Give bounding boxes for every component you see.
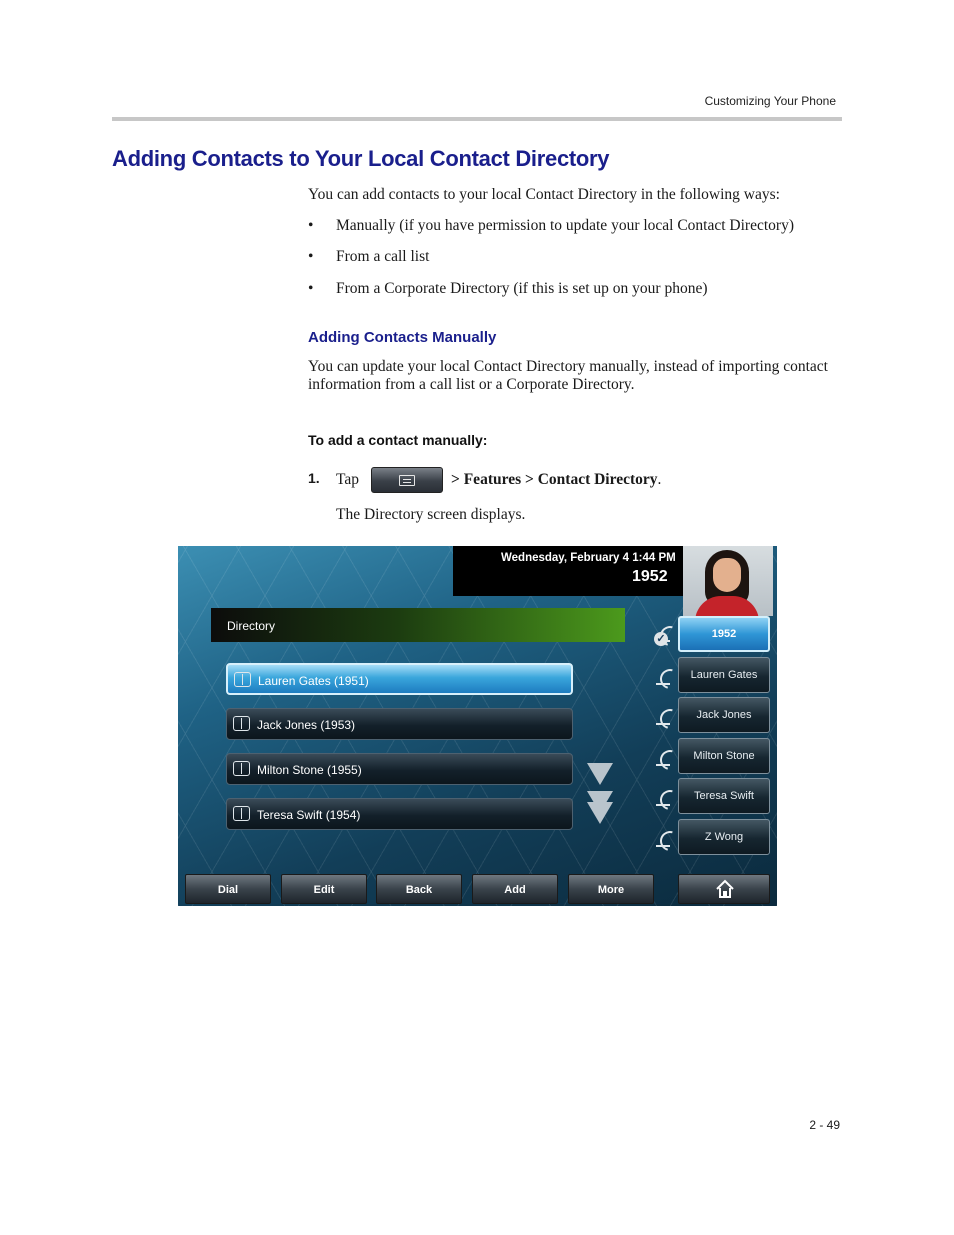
step-result: The Directory screen displays.: [336, 506, 526, 523]
directory-entry[interactable]: [226, 708, 573, 740]
softkey-edit[interactable]: [281, 874, 367, 904]
bullet-dot: •: [308, 217, 314, 234]
entry-name: Jack Jones (1953): [257, 718, 356, 732]
directory-entry[interactable]: [226, 663, 573, 695]
line-key[interactable]: [678, 738, 770, 774]
softkey-more[interactable]: [568, 874, 654, 904]
line-key[interactable]: [678, 657, 770, 693]
date-time: Wednesday, February 4 1:44 PM: [501, 552, 676, 564]
entry-name: Milton Stone (1955): [257, 763, 362, 777]
softkey-label: More: [597, 884, 625, 896]
book-icon: [233, 761, 250, 776]
handset-icon: [656, 788, 680, 810]
handset-icon: [656, 748, 680, 770]
line-key-label: Lauren Gates: [690, 669, 758, 681]
book-icon: [233, 806, 250, 821]
path-contact-directory: Contact Directory: [537, 471, 658, 488]
book-icon: [233, 716, 250, 731]
softkey-back[interactable]: [376, 874, 462, 904]
line-key[interactable]: [678, 819, 770, 855]
user-photo: [683, 546, 773, 616]
handset-icon: [656, 707, 680, 729]
screen-title: Directory: [227, 619, 276, 633]
menu-icon: [399, 475, 415, 486]
path-separator: >: [451, 471, 460, 488]
path-separator: >: [525, 471, 534, 488]
line-key-label: 1952: [711, 628, 737, 640]
bullet-text: From a Corporate Directory (if this is set up on your phone): [336, 280, 708, 297]
bullet-text: Manually (if you have permission to update your local Contact Directory): [336, 217, 794, 234]
menu-button-image: [371, 467, 443, 493]
book-icon: [234, 672, 251, 687]
handset-icon: [656, 829, 680, 851]
page-down-icon[interactable]: [587, 802, 613, 824]
extension-number: 1952: [632, 568, 668, 585]
softkey-label: Dial: [217, 884, 239, 896]
header-rule: [112, 117, 842, 121]
photo-body: [695, 596, 759, 616]
line-key-label: Teresa Swift: [694, 790, 754, 802]
directory-entry[interactable]: [226, 753, 573, 785]
line-key-label: Jack Jones: [696, 709, 752, 721]
bullet-text: From a call list: [336, 248, 430, 265]
subsection-heading: Adding Contacts Manually: [308, 329, 497, 346]
handset-registered-icon: ✓: [656, 624, 680, 646]
page-number: 2 - 49: [809, 1118, 840, 1132]
step-number: 1.: [308, 470, 320, 486]
procedure-title: To add a contact manually:: [308, 432, 488, 448]
directory-entry[interactable]: [226, 798, 573, 830]
screen-title-bar: [211, 608, 625, 642]
subsection-paragraph: You can update your local Contact Directory manually, instead of importing contact information from a call list or a Corporate Directory.: [308, 358, 828, 393]
path-period: .: [657, 471, 662, 488]
step-menu-path: [451, 471, 661, 489]
softkey-label: Edit: [313, 884, 335, 896]
line-key[interactable]: [678, 778, 770, 814]
softkey-dial[interactable]: [185, 874, 271, 904]
line-key[interactable]: [678, 697, 770, 733]
photo-face: [713, 558, 741, 592]
line-key[interactable]: [678, 616, 770, 652]
path-features: Features: [463, 471, 522, 488]
line-key-label: Milton Stone: [693, 750, 755, 762]
running-header: Customizing Your Phone: [704, 94, 836, 108]
intro-paragraph: You can add contacts to your local Contact Directory in the following ways:: [308, 186, 780, 203]
bullet-dot: •: [308, 280, 314, 297]
entry-name: Lauren Gates (1951): [258, 674, 369, 688]
phone-directory-screenshot: [178, 546, 777, 906]
softkey-label: Add: [504, 884, 526, 896]
section-heading: Adding Contacts to Your Local Contact Directory: [112, 146, 610, 171]
softkey-add[interactable]: [472, 874, 558, 904]
home-icon: [715, 879, 735, 899]
handset-icon: [656, 667, 680, 689]
softkey-label: Back: [405, 884, 433, 896]
entry-name: Teresa Swift (1954): [257, 808, 361, 822]
softkey-home[interactable]: [678, 874, 770, 904]
step-tap-text: Tap: [336, 471, 360, 488]
scroll-down-icon[interactable]: [587, 763, 613, 785]
bullet-dot: •: [308, 248, 314, 265]
line-key-label: Z Wong: [704, 831, 744, 843]
